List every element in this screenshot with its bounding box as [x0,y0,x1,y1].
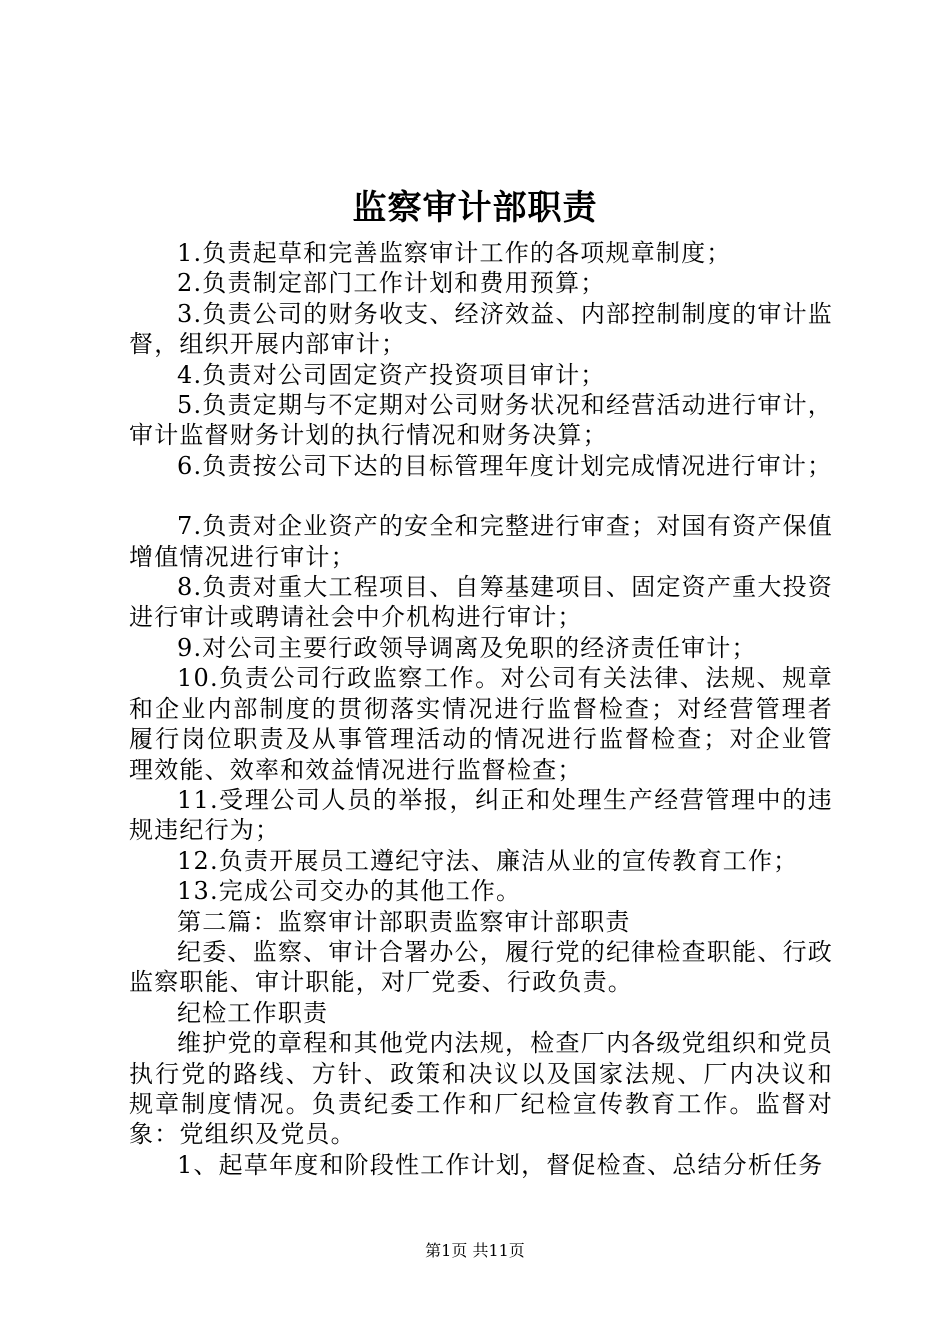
paragraph-13: 13.完成公司交办的其他工作。 [177,877,522,906]
paragraph-duty-item-1: 1、起草年度和阶段性工作计划，督促检查、总结分析任务 [177,1150,824,1179]
section-heading-part-two: 第二篇：监察审计部职责监察审计部职责 [177,907,631,936]
paragraph-6: 6.负责按公司下达的目标管理年度计划完成情况进行审计； [177,451,833,480]
paragraph-3: 3.负责公司的财务收支、经济效益、内部控制制度的审计监督，组织开展内部审计； [129,299,833,359]
paragraph-7: 7.负责对企业资产的安全和完整进行审查；对国有资产保值增值情况进行审计； [129,512,833,571]
section-heading-discipline-duties: 纪检工作职责 [177,998,329,1027]
paragraph-discipline-duties: 维护党的章程和其他党内法规，检查厂内各级党组织和党员执行党的路线、方针、政策和决议以及国家法规、厂内决议和规章制度情况。负责纪委工作和厂纪检宣传教育工作。监督对象：党组织及党员。 [129,1029,833,1149]
paragraph-11: 11.受理公司人员的举报，纠正和处理生产经营管理中的违规违纪行为； [129,785,833,845]
page-number-footer: 第1页 共11页 [425,1241,525,1260]
document-body [129,238,833,1180]
paragraph-2: 2.负责制定部门工作计划和费用预算； [177,269,606,298]
paragraph-10: 10.负责公司行政监察工作。对公司有关法律、法规、规章和企业内部制度的贯彻落实情况进行监督检查；对经营管理者履行岗位职责及从事管理活动的情况进行监督检查；对企业管理效能、效率和效益情况进行监督检查； [129,664,833,784]
document-title: 监察审计部职责 [352,188,598,228]
paragraph-9: 9.对公司主要行政领导调离及免职的经济责任审计； [177,633,757,662]
paragraph-office-intro: 纪委、监察、审计合署办公，履行党的纪律检查职能、行政监察职能、审计职能，对厂党委、行政负责。 [129,937,833,997]
paragraph-5: 5.负责定期与不定期对公司财务状况和经营活动进行审计，审计监督财务计划的执行情况和财务决算； [129,391,833,450]
paragraph-8: 8.负责对重大工程项目、自筹基建项目、固定资产重大投资进行审计或聘请社会中介机构进行审计； [129,573,833,632]
paragraph-4: 4.负责对公司固定资产投资项目审计； [177,360,606,389]
paragraph-12: 12.负责开展员工遵纪守法、廉洁从业的宣传教育工作； [177,846,799,875]
paragraph-1: 1.负责起草和完善监察审计工作的各项规章制度； [177,239,732,267]
